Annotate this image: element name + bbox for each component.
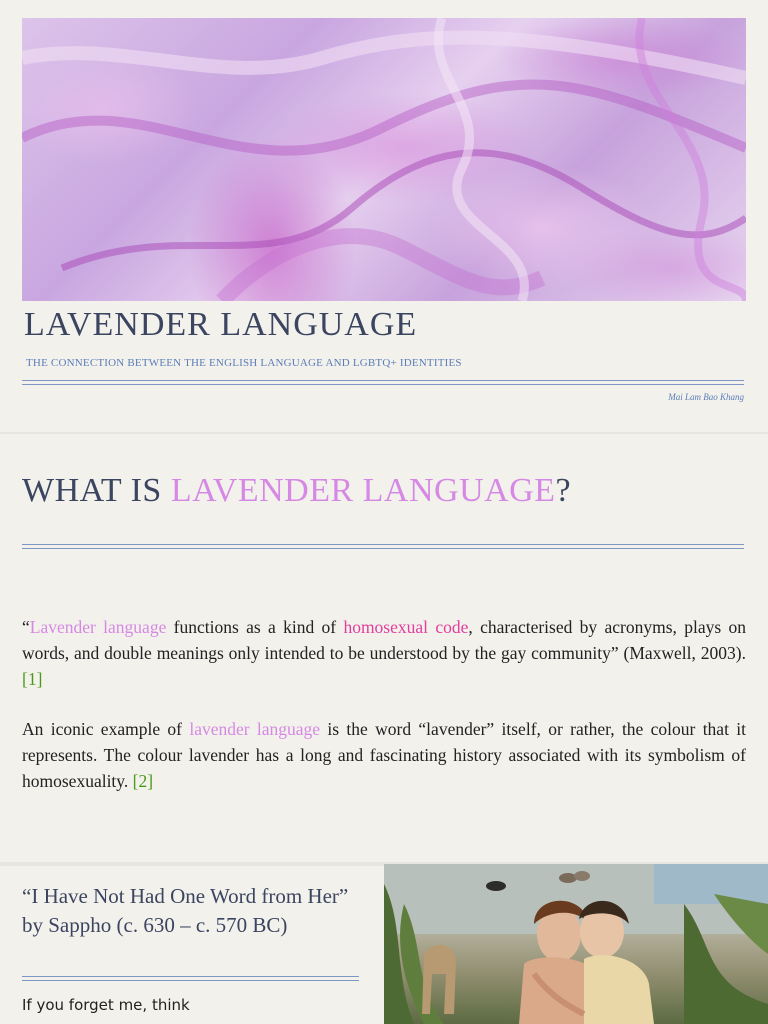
term-lavender-language: Lavender language — [29, 617, 167, 637]
paragraph-definition — [22, 614, 746, 692]
example-text-1: An iconic example of — [22, 719, 190, 739]
cover-page — [0, 0, 768, 432]
reference-link-2[interactable]: [2] — [132, 771, 154, 791]
paragraph-example — [22, 716, 746, 794]
poem-title-line: “I Have Not Had One Word from Her” — [22, 884, 349, 908]
term-homosexual-code: homosexual code — [343, 617, 469, 637]
section-heading — [22, 472, 571, 510]
heading-highlight: LAVENDER LANGUAGE — [170, 472, 556, 509]
poem-title — [22, 882, 367, 940]
document-subtitle: THE CONNECTION BETWEEN THE ENGLISH LANGUAGE AND LGBTQ+ IDENTITIES — [26, 357, 462, 369]
open-quote: “ — [22, 617, 30, 637]
definition-text-2: , characterised by acronyms, plays on words, and double meanings only intended to be understood by the gay community” (Maxwell, 2003). — [22, 617, 746, 663]
poem-attribution: by Sappho (c. 630 – c. 570 BC) — [22, 913, 288, 937]
marble-banner-image — [22, 18, 746, 301]
heading-prefix: WHAT IS — [22, 472, 171, 509]
poem-first-line: If you forget me, think — [22, 996, 190, 1014]
marble-swirls — [22, 18, 746, 301]
term-lavender-language-2: lavender language — [189, 719, 321, 739]
painting-illustration — [384, 864, 768, 1024]
sappho-painting-image — [384, 864, 768, 1024]
author-name: Mai Lam Bao Khang — [668, 392, 744, 402]
example-text-2: is the word “lavender” itself, or rather, the colour that it represents. The colour lavender has a long and fascinating history associated with its symbolism of homosexuality. — [22, 719, 746, 791]
reference-link-1[interactable]: [1] — [22, 669, 43, 689]
divider-double-rule — [22, 380, 744, 385]
section-divider-rule — [22, 544, 744, 549]
document-title: LAVENDER LANGUAGE — [24, 306, 418, 343]
definition-text-1: functions as a kind of — [166, 617, 344, 637]
heading-suffix: ? — [555, 472, 572, 509]
poem-divider-rule — [22, 976, 359, 981]
